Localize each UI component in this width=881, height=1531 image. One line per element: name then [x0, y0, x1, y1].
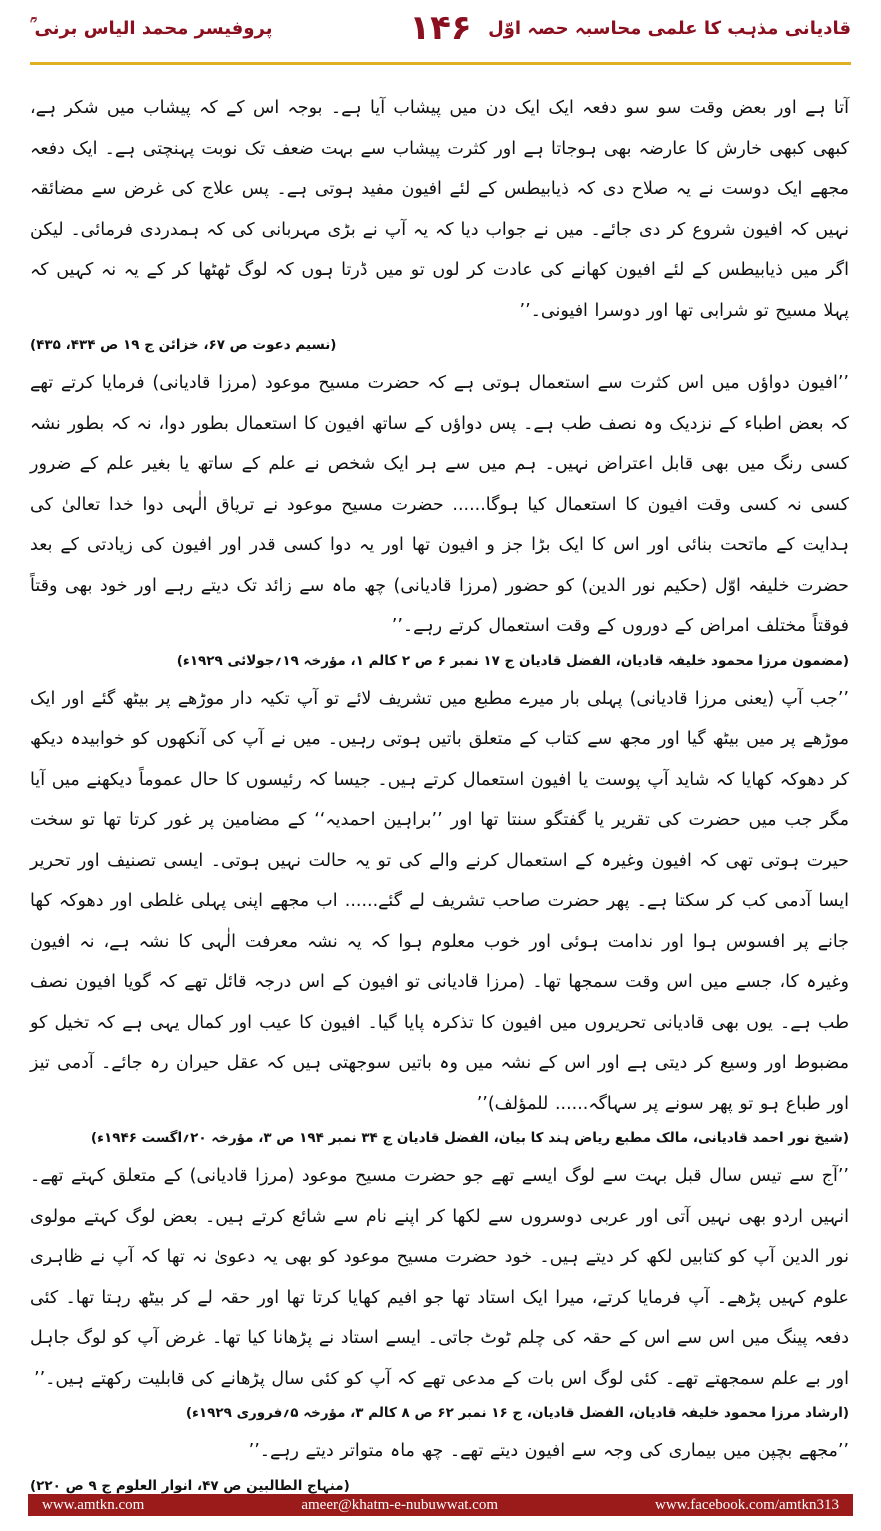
quote-text: ’’جب آپ (یعنی مرزا قادیانی) پہلی بار میرے مطبع میں تشریف لائے تو آپ تکیہ دار موڑھے پر بیٹھ گئے اور ایک موڑھے پر میں بیٹھ گیا اور مجھ سے کتاب کے متعلق باتیں ہوتی رہیں۔ میں نے آپ کی آنکھوں کو خوابیدہ دیکھ کر دھوکہ کھایا کہ شاید آپ پوست یا افیون استعمال کرتے ہیں۔ جیسا کہ رئیسوں کا حال عموماً دیکھنے میں آیا مگر جب میں حضرت کی تقریر یا گفتگو سنتا تھا اور ’’براہین احمدیہ‘‘ کے مضامین پر غور کرتا تھا تو سخت حیرت ہوتی تھی کہ افیون وغیرہ کے استعمال کرنے والے کی تو یہ حالت نہیں ہوتی۔ ایسی تصنیف اور تحریر ایسا آدمی کب کر سکتا ہے۔ پھر حضرت صاحب تشریف لے گئے...... اب مجھے اپنی پہلی غلطی اور دھوکہ کھا جانے پر افسوس ہوا اور ندامت ہوئی اور خوب معلوم ہوا کہ یہ نشہ معرفت الٰہی کا نشہ ہے، نہ افیون وغیرہ کا، جسے میں اس وقت سمجھا تھا۔ (مرزا قادیانی تو افیون کے اس درجہ قائل تھے کہ گویا افیون نصف طب ہے۔ یوں بھی قادیانی تحریروں میں افیون کا تذکرہ پایا گیا۔ افیون کا عیب اور کمال یہی ہے کہ تخیل کو مضبوط اور وسیع کر دیتی ہے اور اس کے نشہ میں وہ باتیں سوجھتی ہیں کہ عقل حیران رہ جائے۔ آدمی تیز اور طباع ہو تو پھر سونے پر سہاگہ...... للمؤلف)’’ — [30, 688, 849, 1114]
quote-reference: (ارشاد مرزا محمود خلیفہ قادیان، الفضل قادیان، ج ۱۶ نمبر ۶۲ ص ۸ کالم ۳، مؤرخہ ۵؍فروری ۱۹۲۹ء) — [185, 1405, 849, 1421]
quote-text: ’’مجھے بچپن میں بیماری کی وجہ سے افیون دیتے تھے۔ چھ ماہ متواتر دیتے رہے۔’’ — [248, 1441, 849, 1461]
quote-reference: (شیخ نور احمد قادیانی، مالک مطبع ریاض ہند کا بیان، الفضل قادیان ج ۳۴ نمبر ۱۹۴ ص ۳، مؤرخہ ۲۰؍اگست ۱۹۴۶ء) — [90, 1130, 849, 1146]
quote-text: ’’افیون دواؤں میں اس کثرت سے استعمال ہوتی ہے کہ حضرت مسیح موعود (مرزا قادیانی) فرمایا کرتے تھے کہ بعض اطباء کے نزدیک وہ نصف طب ہے۔ پس دواؤں کے ساتھ افیون کا استعمال بطور دوا، نہ کہ بطور نشہ کسی رنگ میں بھی قابل اعتراض نہیں۔ ہم میں سے ہر ایک شخص نے علم کے ساتھ یا بغیر علم کے ضرور کسی نہ کسی وقت افیون کا استعمال کیا ہوگا...... حضرت مسیح موعود نے تریاق الٰہی دوا خدا تعالیٰ کی ہدایت کے ماتحت بنائی اور اس کا ایک بڑا جز و افیون تھا اور یہ دوا کسی قدر اور افیون کی زیادتی کے بعد حضرت خلیفہ اوّل (حکیم نور الدین) کو حضور (مرزا قادیانی) چھ ماہ سے زائد تک دیتے رہے اور خود بھی وقتاً فوقتاً مختلف امراض کے دوروں کے وقت استعمال کرتے رہے۔’’ — [30, 373, 849, 636]
email-link[interactable]: ameer@khatm-e-nubuwwat.com — [301, 1496, 498, 1513]
page-footer — [28, 1494, 853, 1516]
quote-reference: (نسیم دعوت ص ۶۷، خزائن ج ۱۹ ص ۴۳۴، ۴۳۵) — [30, 337, 337, 353]
quote-block — [30, 1156, 849, 1427]
author-name: پروفیسر محمد الیاس برنی ؒ — [30, 18, 273, 39]
quote-reference: (مضمون مرزا محمود خلیفہ قادیان، الفضل قادیان ج ۱۷ نمبر ۶ ص ۲ کالم ۱، مؤرخہ ۱۹؍جولائی ۱۹۲۹ء) — [176, 652, 849, 669]
quote-block — [30, 363, 849, 675]
page-body — [30, 84, 849, 1500]
website-link[interactable]: www.amtkn.com — [42, 1496, 145, 1513]
page-header — [30, 8, 851, 68]
header-rule — [30, 62, 851, 65]
book-title: قادیانی مذہب کا علمی محاسبہ حصہ اوّل — [488, 18, 851, 39]
quote-text: آتا ہے اور بعض وقت سو سو دفعہ ایک ایک دن میں پیشاب آیا ہے۔ بوجہ اس کے کہ پیشاب میں شکر ہے، کبھی کبھی خارش کا عارضہ بھی ہوجاتا ہے اور کثرت پیشاب سے بہت ضعف تک نوبت پہنچتی ہے۔ ایک دفعہ مجھے ایک دوست نے یہ صلاح دی کہ ذیابیطس کے لئے افیون مفید ہوتی ہے۔ پس علاج کی غرض سے مضائقہ نہیں کہ افیون شروع کر دی جائے۔ میں نے جواب دیا کہ یہ آپ نے بڑی مہربانی کی کہ ہمدردی فرمائی۔ لیکن اگر میں ذیابیطس کے لئے افیون کھانے کی عادت کر لوں تو میں ڈرتا ہوں کہ لوگ ٹھٹھا کر کے یہ نہ کہیں کہ پہلا مسیح تو شرابی تھا اور دوسرا افیونی۔’’ — [30, 98, 849, 321]
page-number: ۱۴۶ — [409, 8, 472, 48]
facebook-link[interactable]: www.facebook.com/amtkn313 — [655, 1496, 839, 1513]
quote-reference: (منہاج الطالبین ص ۴۷، انوار العلوم ج ۹ ص ۲۲۰) — [30, 1477, 350, 1494]
quote-text: ’’آج سے تیس سال قبل بہت سے لوگ ایسے تھے جو حضرت مسیح موعود (مرزا قادیانی) کے متعلق کہتے تھے۔ انہیں اردو بھی نہیں آتی اور عربی دوسروں سے لکھا کر اپنے نام سے شائع کرتے ہیں۔ بعض لوگ کہتے مولوی نور الدین آپ کو کتابیں لکھ کر دیتے ہیں۔ خود حضرت مسیح موعود کو بھی یہ دعویٰ نہ تھا کہ آپ نے ظاہری علوم کہیں پڑھے۔ آپ فرمایا کرتے، میرا ایک استاد تھا جو افیم کھایا کرتا تھا اور حقہ لے کر بیٹھ رہتا تھا۔ کئی دفعہ پینگ میں اس سے اس کے حقہ کی چلم ٹوٹ جاتی۔ ایسے استاد نے پڑھانا کیا تھا۔ غرض آپ کو لوگ جاہل اور بے علم سمجھتے تھے۔ کئی لوگ اس بات کے مدعی تھے کہ آپ کو کئی سال پڑھانے کی قابلیت رکھتے ہیں۔’’ — [30, 1166, 849, 1389]
quote-block — [30, 88, 849, 359]
quote-block — [30, 679, 849, 1153]
quote-block — [30, 1431, 849, 1500]
